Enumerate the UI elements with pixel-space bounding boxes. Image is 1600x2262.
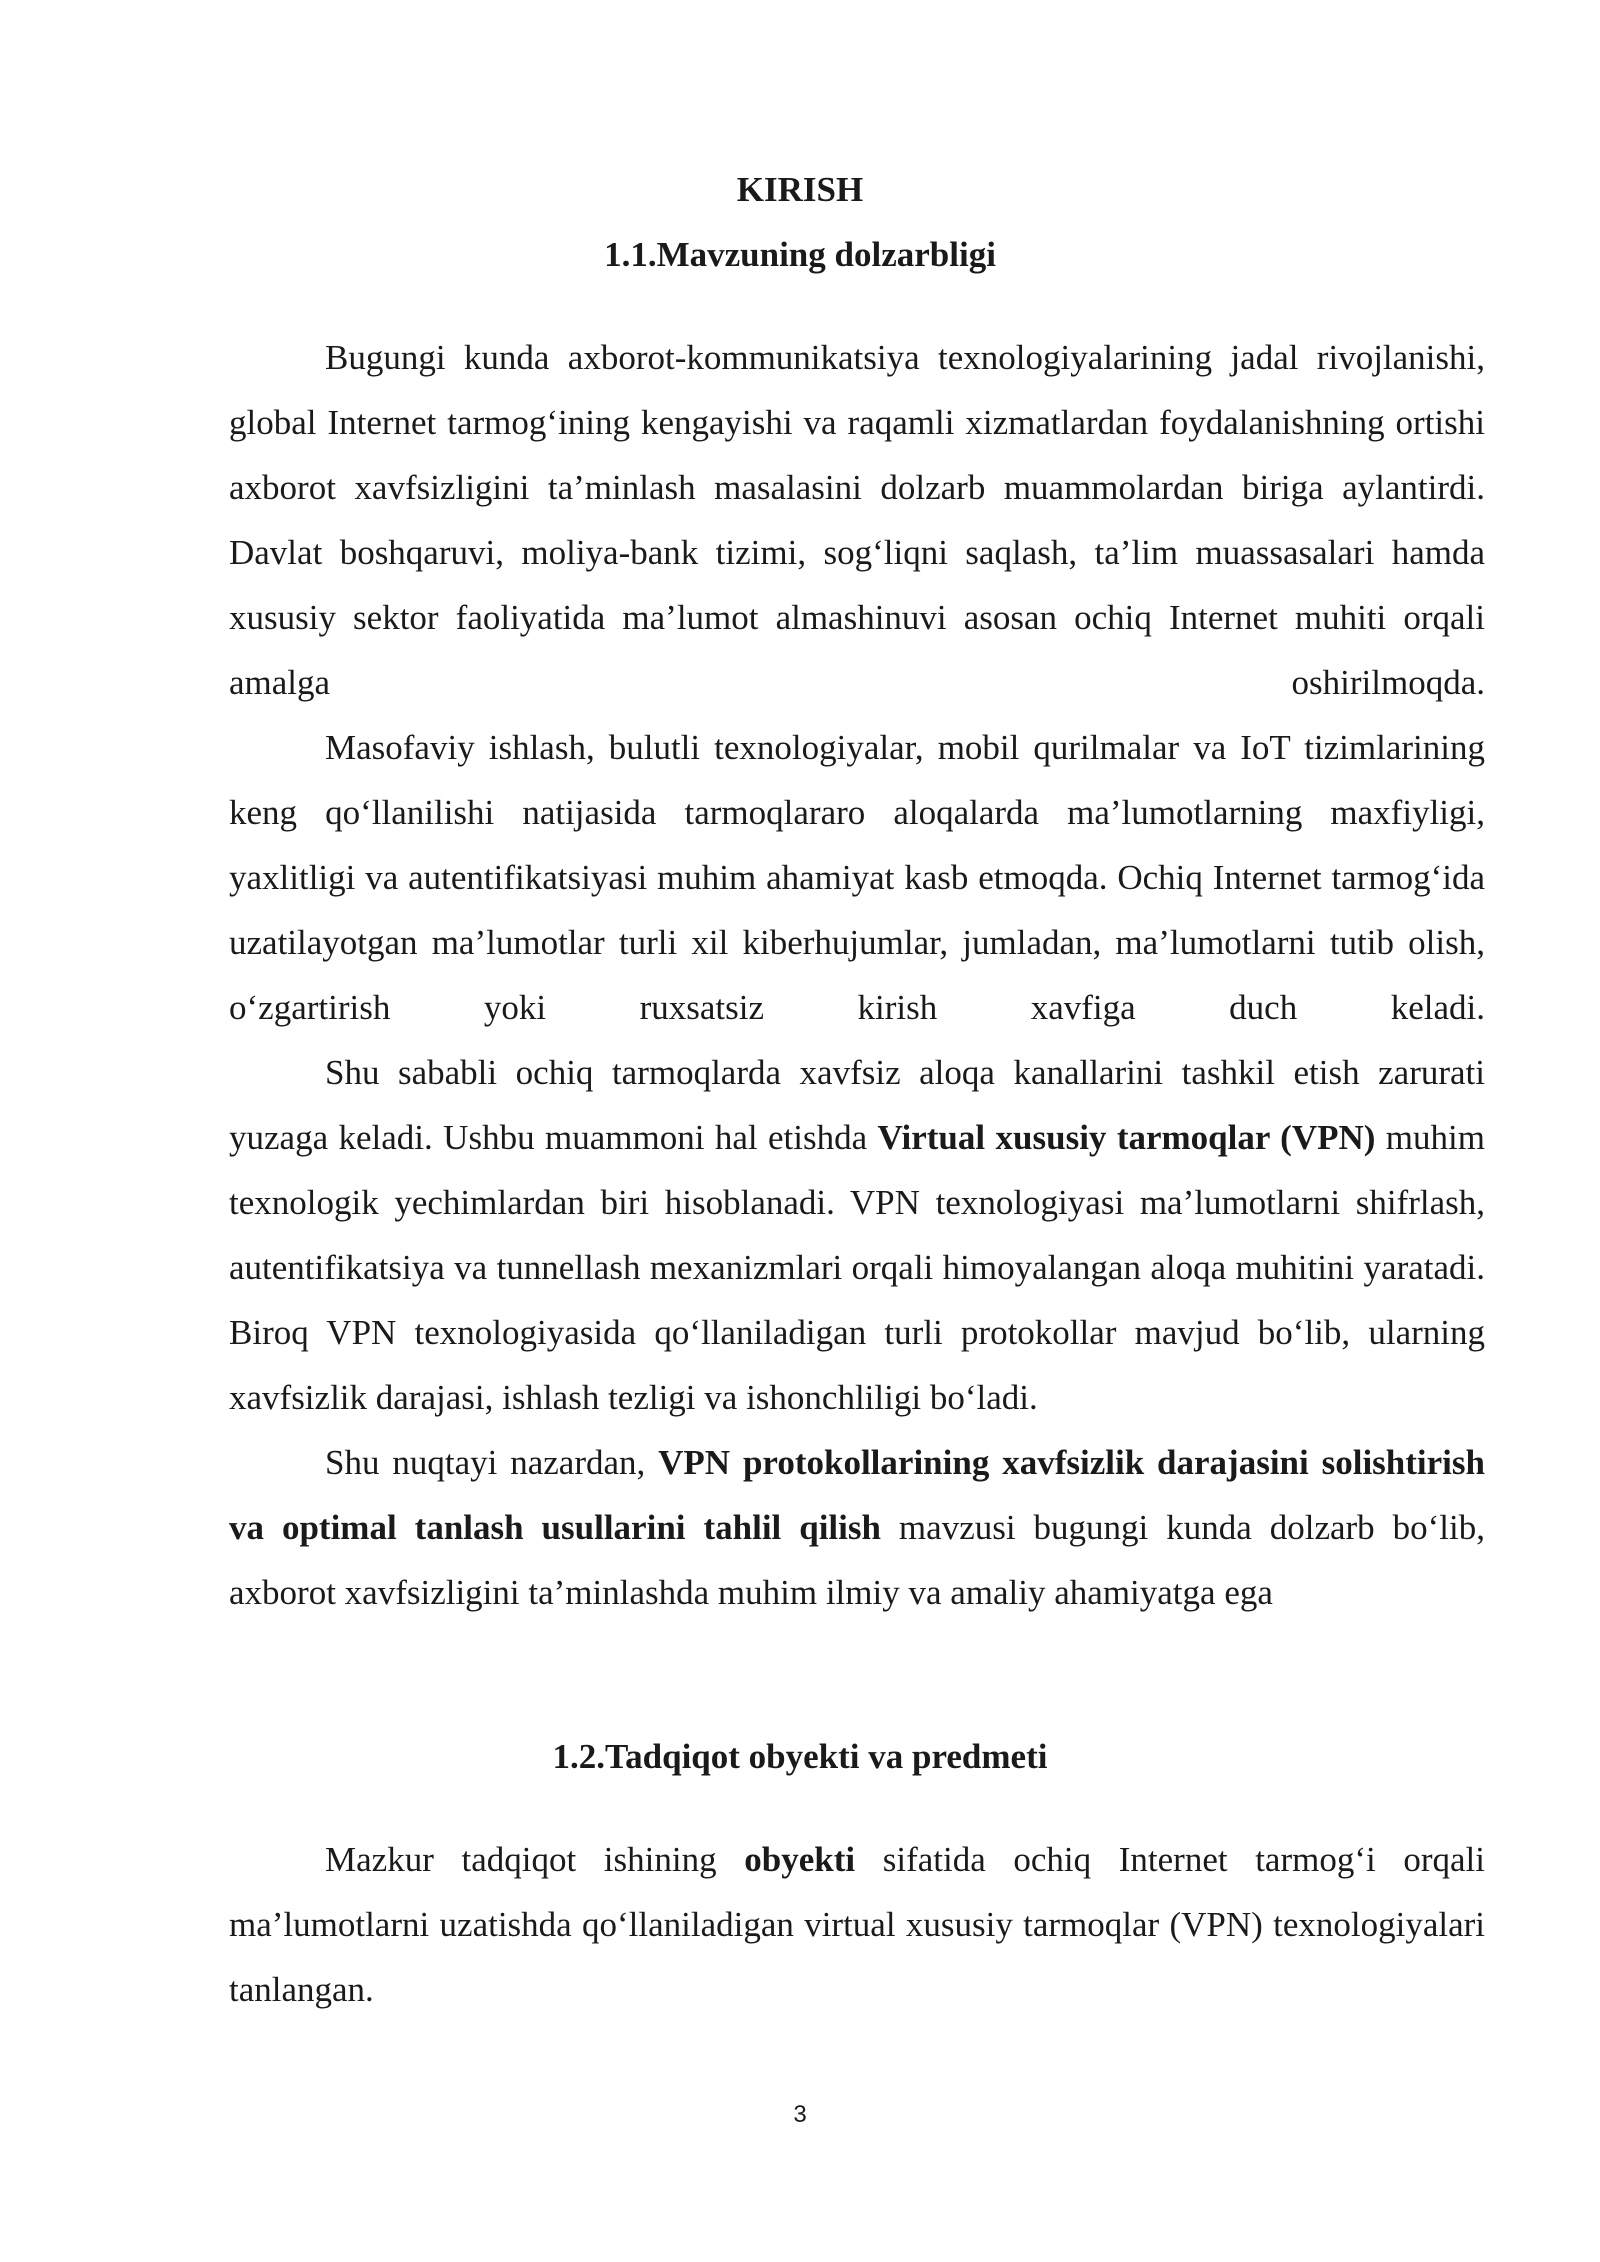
paragraph-5 — [229, 1827, 1485, 2022]
subsection-title-relevance: 1.1.Mavzuning dolzarbligi — [604, 235, 996, 274]
paragraph-4-text-end: mavzusi bugungi kunda dolzarb bo‘lib, axborot xavfsizligini ta’minlashda muhim ilmiy va amaliy ahamiyatga ega — [229, 1508, 1486, 1612]
paragraph-3-text-start: Shu sababli ochiq tarmoqlarda xavfsiz aloqa kanallarini tashkil etish zarurati yuzaga keladi. Ushbu muammoni hal etishda — [229, 1053, 1485, 1157]
paragraph-4 — [229, 1430, 1485, 1625]
object-text-block — [229, 1827, 1485, 2022]
paragraph-5-emphasis: obyekti — [744, 1840, 856, 1879]
paragraph-3 — [229, 1040, 1485, 1430]
paragraph-4-emphasis: VPN protokollarining xavfsizlik darajasini solishtirish va optimal tanlash usullarini tahlil qilish — [229, 1443, 1485, 1547]
paragraph-3-text-end: muhim texnologik yechimlardan biri hisoblanadi. VPN texnologiyasi ma’lumotlarni shifrlash, autentifikatsiya va tunnellash mexanizmlari orqali himoyalangan aloqa muhitini yaratadi. Biroq VPN texnologiyasida qo‘llaniladigan turli protokollar mavjud bo‘lib, ularning xavfsizlik darajasi, ishlash tezligi va ishonchliligi bo‘ladi. — [229, 1118, 1485, 1417]
relevance-text-block — [229, 325, 1485, 1625]
paragraph-5-text-start: Mazkur tadqiqot ishining — [325, 1840, 745, 1879]
section-title: KIRISH — [736, 170, 864, 209]
page-number: 3 — [793, 2101, 807, 2128]
paragraph-2: Masofaviy ishlash, bulutli texnologiyalar, mobil qurilmalar va IoT tizimlarining keng qo‘llanilishi natijasida tarmoqlararo aloqalarda ma’lumotlarning maxfiyligi, yaxlitligi va autentifikatsiyasi muhim ahamiyat kasb etmoqda. Ochiq Internet tarmog‘ida uzatilayotgan ma’lumotlar turli xil kiberhujumlar, jumladan, ma’lumotlarni tutib olish, o‘zgartirish yoki ruxsatsiz kirish xavfiga duch keladi. — [229, 728, 1485, 1027]
paragraph-3-emphasis: Virtual xususiy tarmoqlar (VPN) — [877, 1118, 1376, 1157]
paragraph-4-text-start: Shu nuqtayi nazardan, — [325, 1443, 659, 1482]
paragraph-1: Bugungi kunda axborot-kommunikatsiya texnologiyalarining jadal rivojlanishi, global Internet tarmog‘ining kengayishi va raqamli xizmatlardan foydalanishning ortishi axborot xavfsizligini ta’minlash masalasini dolzarb muammolardan biriga aylantirdi. Davlat boshqaruvi, moliya-bank tizimi, sog‘liqni saqlash, ta’lim muassasalari hamda xususiy sektor faoliyatida ma’lumot almashinuvi asosan ochiq Internet muhiti orqali amalga oshirilmoqda. — [229, 338, 1485, 702]
paragraph-5-text-end: sifatida ochiq Internet tarmog‘i orqali ma’lumotlarni uzatishda qo‘llaniladigan virtual xususiy tarmoqlar (VPN) texnologiyalari tanlangan. — [229, 1840, 1485, 2009]
subsection-title-object: 1.2.Tadqiqot obyekti va predmeti — [552, 1737, 1048, 1776]
